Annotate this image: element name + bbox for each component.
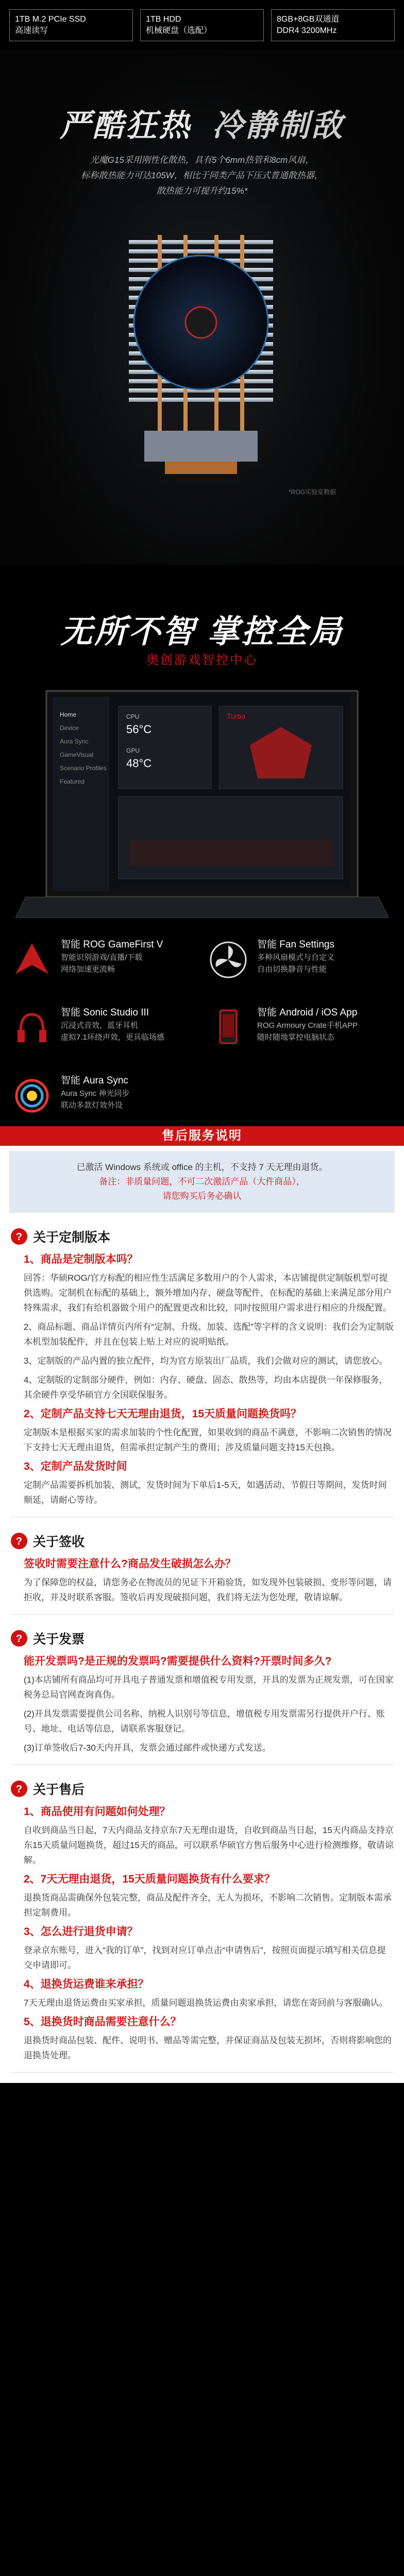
faq-answer: 3、定制版的产品内置的独立配件，均为官方原装出厂品质，我们会做对应的测试，请您放心。	[24, 1356, 388, 1366]
feature-name: 智能 Android / iOS App	[257, 1007, 358, 1018]
keyboard-base	[15, 897, 389, 918]
faq-heading-title: 关于定制版本	[33, 1230, 111, 1245]
spec-hdd-line1: 1TB HDD	[146, 15, 181, 24]
faq-answer: (3)订单签收后7-30天内开具，发票会通过邮件或快递方式发送。	[24, 1743, 271, 1753]
app-mode-value: Turbo	[227, 712, 246, 720]
faq-answer: (1)本店铺所有商品均可开具电子普通发票和增值税专用发票，开具的发票为正规发票，可在国家税务总局官网查询真伪。	[24, 1675, 394, 1700]
service-note-line: 备注：非质量问题，不可二次激活产品（大件商品），	[99, 1177, 305, 1187]
faq-answer: 自收到商品当日起，7天内商品支持京东7天无理由退货，自收到商品当日起，15天内商品支持京东15天质量问题换货，超过15天的商品，可以联系华硕官方售后服务中心进行检测维修，敬请谅解。	[24, 1825, 394, 1865]
svg-text:?: ?	[15, 1231, 23, 1243]
faq-block	[0, 1629, 404, 1755]
faq-answer: (2)开具发票需要提供公司名称、纳税人识别号等信息，增值税专用发票需另行提供开户行、账号、地址、电话等信息，请联系客服登记。	[24, 1709, 385, 1734]
faq-answer: 定制版本是根据买家的需求加装的个性化配置，如果收到的商品不满意，不影响二次销售的情况下支持七天无理由退货，但需承担定制产生的费用；涉及质量问题支持15天包换。	[24, 1428, 392, 1452]
feature-desc: 多种风扇模式与自定义 自由切换静音与性能	[257, 953, 335, 974]
faq-heading-title: 关于发票	[33, 1632, 85, 1647]
control-subtitle: 奥创游戏智控中心	[146, 653, 258, 667]
gamefirst-icon	[10, 938, 54, 981]
spec-ram-line2: DDR4 3200MHz	[277, 26, 337, 35]
faq-answer: 为了保障您的权益，请您务必在物流员的见证下开箱验货，如发现外包装破损、变形等问题，请拒收，并及时联系客服。签收后再发现破损问题，我们将无法为您处理，敬请谅解。	[24, 1578, 392, 1602]
faq-answer: 7天无理由退货运费由买家承担，质量问题退换货运费由卖家承担，请您在寄回前与客服确认。	[24, 1998, 388, 2008]
feature-text	[61, 1006, 164, 1043]
faq-question: 4、退换货运费谁来承担？	[24, 1978, 149, 1990]
app-gpu-label: GPU	[126, 747, 140, 754]
app-menu-item: Home	[60, 711, 77, 718]
cooling-section	[0, 49, 404, 565]
app-menu-item: GameVisual	[60, 751, 94, 758]
feature-grid	[10, 938, 394, 1117]
cooling-title	[0, 101, 404, 145]
feature-fan	[207, 938, 394, 981]
feature-desc: 沉浸式音效，蓝牙耳机 虚拟7.1环绕声效，更具临场感	[61, 1021, 164, 1042]
faq-question: 能开发票吗?是正规的发票吗?需要提供什么资料?开票时间多久?	[24, 1655, 332, 1667]
spec-hdd	[140, 9, 264, 41]
service-note	[9, 1151, 395, 1213]
faq-answer: 登录京东账号，进入“我的订单”，找到对应订单点击“申请售后”，按照页面提示填写相关信息提交申请即可。	[24, 1945, 386, 1970]
spec-strip	[0, 0, 404, 49]
feature-name: 智能 ROG GameFirst V	[61, 939, 163, 950]
faq-question: 1、商品使用有问题如何处理？	[24, 1806, 171, 1818]
feature-desc: 智能识别游戏/直播/下载 网络加速更流畅	[61, 953, 143, 974]
question-mark-icon	[10, 1630, 28, 1647]
phone-icon	[207, 1006, 250, 1049]
svg-text:?: ?	[15, 1536, 23, 1547]
faq-answer: 4、定制版的定制部分硬件，例如：内存、硬盘、固态、散热等，均由本店提供一年保修服务，其余硬件享受华硕官方全国联保服务。	[24, 1375, 388, 1400]
service-section	[0, 1126, 404, 2083]
service-banner: 售后服务说明	[0, 1126, 404, 1146]
fan-icon	[207, 938, 250, 981]
faq-heading	[10, 1780, 394, 1798]
faq-question: 3、怎么进行退货申请？	[24, 1926, 138, 1938]
app-menu-item: Aura Sync	[60, 738, 89, 745]
svg-text:?: ?	[15, 1633, 23, 1645]
cooling-desc-line: 散热能力可提升约15%*	[156, 186, 248, 196]
spec-ram-line1: 8GB+8GB双通道	[277, 15, 340, 24]
faq-question: 3、定制产品发货时间	[24, 1461, 127, 1472]
app-cpu-value: 56°C	[126, 723, 152, 736]
feature-name: 智能 Aura Sync	[61, 1075, 128, 1086]
faq-answer: 定制产品需要拆机加装、测试，发货时间为下单后1-5天，如遇活动、节假日等期间，发货时间顺延，请耐心等待。	[24, 1480, 387, 1505]
feature-sonic	[10, 1006, 197, 1049]
cooling-title-a: 严酷狂热	[60, 108, 192, 143]
faq-answer: 回答：华硕ROG/官方标配的相应性生活满足多数用户的个人需求，本店铺提供定制版机型可提供选购。定制机在标配的基础上，额外增加内存、硬盘等配件，在标配的基础上来满足部分用户特殊需求，我们有给机器做个用户的配置更改和比较，同时按照用户需求进行相应的升级配置。	[24, 1273, 392, 1313]
question-mark-icon	[10, 1532, 28, 1550]
fan-hub	[186, 307, 216, 338]
faq-question: 签收时需要注意什么?商品发生破损怎么办？	[24, 1558, 236, 1570]
faq-block	[0, 1780, 404, 2063]
faq-block	[0, 1227, 404, 1507]
faq-divider	[10, 1614, 394, 1615]
control-title: 无所不智 掌控全局	[60, 614, 344, 650]
faq-answer: 2、商品标题、商品详情页内所有“定制、升级、加装、选配”等字样的含义说明：我们会为定制版本机型加装配件，并且在包装上贴上对应的说明贴纸。	[24, 1322, 394, 1347]
faq-question: 2、定制产品支持七天无理由退货，15天质量问题换货吗？	[24, 1408, 302, 1420]
spec-ssd-line1: 1TB M.2 PCIe SSD	[15, 15, 86, 24]
svg-text:?: ?	[15, 1784, 23, 1795]
app-cpu-label: CPU	[126, 713, 140, 720]
feature-text	[61, 1074, 129, 1111]
faq-heading	[10, 1629, 394, 1648]
sonic-icon	[10, 1006, 54, 1049]
feature-desc: Aura Sync 神光同步 联动多款灯效外设	[61, 1089, 130, 1110]
control-section	[0, 565, 404, 1126]
faq-block	[0, 1532, 404, 1605]
faq-question: 1、商品是定制版本吗？	[24, 1253, 138, 1265]
faq-heading-title: 关于售后	[33, 1783, 85, 1797]
feature-gamefirst	[10, 938, 197, 981]
question-mark-icon	[10, 1780, 28, 1798]
feature-text	[257, 1006, 358, 1043]
app-chart-bar	[129, 840, 332, 866]
feature-aura	[10, 1074, 197, 1117]
app-menu-item: Scenario Profiles	[60, 765, 107, 772]
faq-heading	[10, 1532, 394, 1550]
app-menu-item: Featured	[60, 778, 85, 785]
feature-text	[61, 938, 163, 975]
footer-spacer	[0, 2073, 404, 2083]
faq-heading-title: 关于签收	[33, 1535, 85, 1549]
armoury-crate-laptop-illustration	[15, 686, 389, 923]
question-mark-icon	[10, 1228, 28, 1245]
app-menu-item: Device	[60, 724, 79, 732]
faq-answer: 退换货商品需确保外包装完整，商品及配件齐全，无人为损坏，不影响二次销售。定制版本需承担定制费用。	[24, 1893, 392, 1918]
faq-answer: 退换货时商品包装、配件、说明书、赠品等需完整，并保证商品及包装无损坏，否则将影响您的退换货处理。	[24, 2036, 392, 2060]
spec-ssd-line2: 高速读写	[15, 26, 48, 35]
cooling-desc-line: 光魔G15采用刚性化散热，具有5个6mm热管和8cm风扇，	[90, 155, 314, 165]
cooler-base	[144, 431, 258, 462]
cooling-description	[0, 152, 404, 199]
cooler-base-plate	[165, 462, 237, 474]
cooling-caption: *ROG实验室数据	[289, 488, 336, 496]
faq-list	[0, 1227, 404, 2073]
cooling-title-b: 冷静制敌	[212, 108, 344, 143]
service-note-line: 请您购买后务必确认	[162, 1191, 242, 1201]
cooling-desc-line: 标称散热能力可达105W，相比于同类产品下压式普通散热器，	[81, 171, 323, 180]
feature-app	[207, 1006, 394, 1049]
service-note-line: 已激活 Windows 系统或 office 的主机，不支持 7 天无理由退货。	[76, 1162, 328, 1172]
spec-hdd-line2: 机械硬盘（选配）	[146, 26, 212, 35]
spec-ssd	[9, 9, 133, 41]
cpu-cooler-illustration	[98, 219, 304, 487]
feature-text	[257, 938, 334, 975]
aura-icon	[10, 1074, 54, 1117]
feature-name: 智能 Fan Settings	[257, 939, 334, 950]
spec-ram	[271, 9, 395, 41]
feature-name: 智能 Sonic Studio III	[61, 1007, 149, 1018]
app-panel	[119, 796, 343, 879]
faq-question: 5、退换货时商品需要注意什么？	[24, 2016, 181, 2028]
feature-desc: ROG Armoury Crate手机APP 随时随地掌控电脑状态	[257, 1021, 358, 1042]
faq-heading	[10, 1227, 394, 1246]
faq-question: 2、7天无理由退货，15天质量问题换货有什么要求？	[24, 1873, 275, 1885]
app-gpu-value: 48°C	[126, 757, 152, 770]
